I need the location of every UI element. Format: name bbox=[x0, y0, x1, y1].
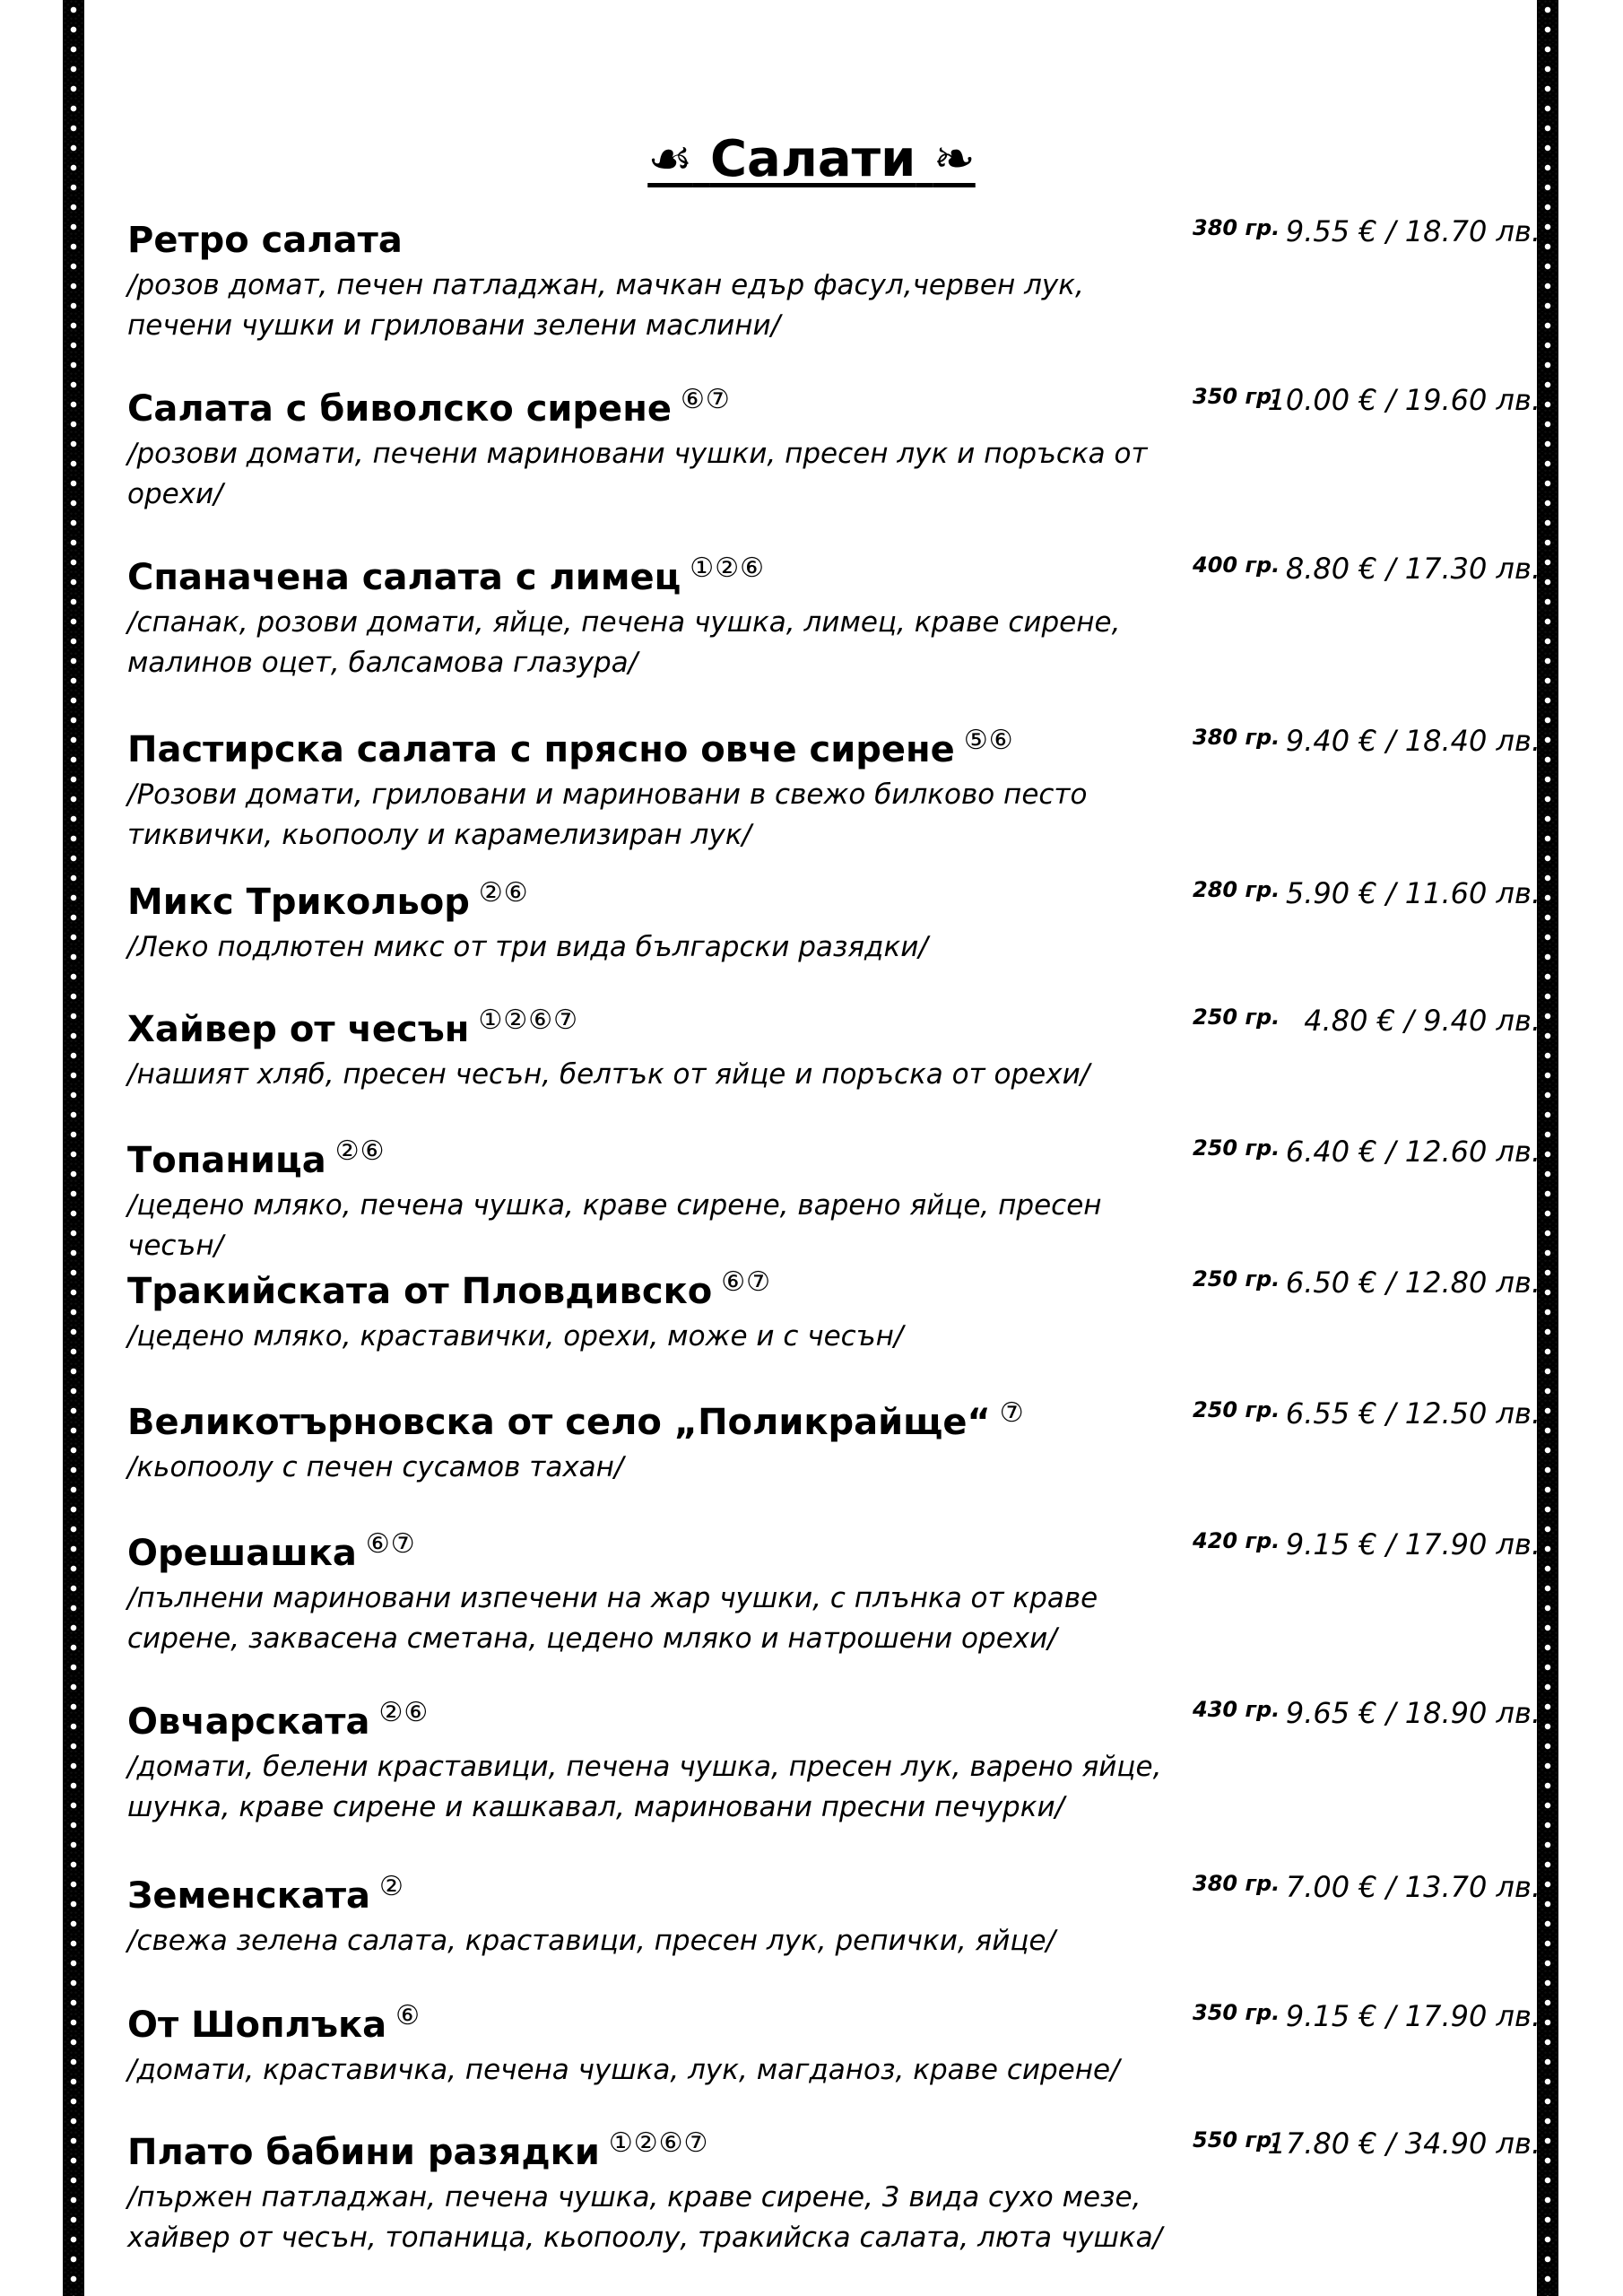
menu-item-description: /домати, белени краставици, печена чушка, пресен лук, варено яйце, шунка, краве сирене и кашкавал, мариновани пресни печурки/ bbox=[127, 1751, 1162, 1823]
title-ornament-right-icon: ❧ bbox=[933, 130, 976, 188]
menu-item-description: /свежа зелена салата, краставици, пресен лук, репички, яйце/ bbox=[127, 1925, 1055, 1957]
menu-item bbox=[127, 718, 1541, 856]
allergen-markers: ①②⑥⑦ bbox=[478, 1004, 579, 1036]
menu-item-price: 17.80 € / 34.90 лв. bbox=[1267, 2126, 1541, 2161]
menu-item-weight: 420 гр. bbox=[1193, 1528, 1280, 1553]
allergen-markers: ⑥⑦ bbox=[365, 1528, 416, 1560]
menu-item-description: /розов домат, печен патладжан, мачкан едър фасул,червен лук, печени чушки и гриловани зелени маслини/ bbox=[127, 269, 1084, 342]
menu-item bbox=[127, 545, 1541, 683]
allergen-markers: ②⑥ bbox=[334, 1135, 386, 1167]
allergen-markers: ② bbox=[379, 1871, 404, 1902]
menu-item-price: 8.80 € / 17.30 лв. bbox=[1285, 552, 1541, 586]
menu-item-price: 9.15 € / 17.90 лв. bbox=[1285, 1527, 1541, 1561]
menu-item-weight: 350 гр. bbox=[1193, 384, 1280, 409]
menu-item-description: /пълнени мариновани изпечени на жар чушки, с плънка от краве сирене, заквасена сметана, цедено мляко и натрошени орехи/ bbox=[127, 1582, 1098, 1655]
menu-item-price: 9.15 € / 17.90 лв. bbox=[1285, 1999, 1541, 2033]
menu-item-weight: 250 гр. bbox=[1193, 1135, 1280, 1161]
menu-item-price: 10.00 € / 19.60 лв. bbox=[1267, 383, 1541, 417]
menu-item-price: 9.55 € / 18.70 лв. bbox=[1285, 214, 1541, 248]
allergen-markers: ②⑥ bbox=[378, 1697, 430, 1728]
menu-item-price: 4.80 € / 9.40 лв. bbox=[1304, 1004, 1541, 1038]
menu-item-price: 6.55 € / 12.50 лв. bbox=[1285, 1396, 1541, 1431]
menu-item-weight: 350 гр. bbox=[1193, 2000, 1280, 2025]
menu-item-weight: 380 гр. bbox=[1193, 725, 1280, 750]
menu-item bbox=[127, 2120, 1541, 2258]
menu-item-title: Микс Трикольор bbox=[127, 882, 470, 923]
menu-item bbox=[127, 1993, 1541, 2091]
menu-item bbox=[127, 1690, 1541, 1828]
menu-item-description: /пържен патладжан, печена чушка, краве сирене, 3 вида сухо мезе, хайвер от чесън, топаница, кьопоолу, тракийска салата, люта чушка/ bbox=[127, 2181, 1163, 2254]
menu-item-title: Спаначена салата с лимец bbox=[127, 557, 681, 598]
allergen-markers: ②⑥ bbox=[478, 877, 529, 909]
menu-item-description: /кьопоолу с печен сусамов тахан/ bbox=[127, 1451, 624, 1483]
menu-item-title: Салата с биволско сирене bbox=[127, 388, 672, 430]
menu-item-price: 7.00 € / 13.70 лв. bbox=[1285, 1870, 1541, 1904]
allergen-markers: ⑥⑦ bbox=[680, 384, 731, 415]
decorative-border-left bbox=[63, 0, 84, 2296]
menu-item-description: /Леко подлютен микс от три вида български разядки/ bbox=[127, 931, 928, 963]
menu-item-weight: 250 гр. bbox=[1193, 1397, 1280, 1422]
title-ornament-left-icon: ☙ bbox=[647, 130, 693, 188]
allergen-markers: ⑦ bbox=[999, 1397, 1025, 1429]
menu-item-price: 9.40 € / 18.40 лв. bbox=[1285, 724, 1541, 758]
menu-item bbox=[127, 1864, 1541, 1961]
menu-item bbox=[127, 1128, 1541, 1266]
menu-item-price: 5.90 € / 11.60 лв. bbox=[1285, 876, 1541, 910]
menu-item-title: Пастирска салата с прясно овче сирене bbox=[127, 729, 955, 770]
menu-item-title: Овчарската bbox=[127, 1701, 370, 1743]
menu-item-weight: 380 гр. bbox=[1193, 1871, 1280, 1896]
allergen-markers: ①②⑥⑦ bbox=[608, 2127, 709, 2159]
menu-item-title: Ретро салата bbox=[127, 220, 403, 261]
menu-item-weight: 280 гр. bbox=[1193, 877, 1280, 902]
allergen-markers: ⑤⑥ bbox=[963, 725, 1014, 756]
page-title bbox=[0, 130, 1623, 188]
menu-item bbox=[127, 870, 1541, 968]
menu-item-title: Орешашка bbox=[127, 1533, 357, 1574]
allergen-markers: ⑥⑦ bbox=[721, 1266, 772, 1298]
menu-item-title: Хайвер от чесън bbox=[127, 1009, 470, 1050]
menu-item-weight: 400 гр. bbox=[1193, 552, 1280, 578]
allergen-markers: ①②⑥ bbox=[690, 552, 765, 584]
menu-item-description: /Розови домати, гриловани и мариновани в свежо билково песто тиквички, кьопоолу и карамелизиран лук/ bbox=[127, 778, 1088, 851]
menu-item-description: /спанак, розови домати, яйце, печена чушка, лимец, краве сирене, малинов оцет, балсамова глазура/ bbox=[127, 606, 1121, 679]
menu-item-title: Тракийската от Пловдивско bbox=[127, 1271, 713, 1312]
menu-item-description: /цедено мляко, печена чушка, краве сирене, варено яйце, пресен чесън/ bbox=[127, 1189, 1102, 1262]
menu-item-weight: 250 гр. bbox=[1193, 1266, 1280, 1292]
menu-item-weight: 550 гр. bbox=[1193, 2127, 1280, 2152]
allergen-markers: ⑥ bbox=[395, 2000, 421, 2031]
menu-item-title: Топаница bbox=[127, 1140, 326, 1181]
menu-item-weight: 380 гр. bbox=[1193, 215, 1280, 240]
menu-item-price: 6.50 € / 12.80 лв. bbox=[1285, 1265, 1541, 1300]
menu-item-title: Великотърновска от село „Поликрайще“ bbox=[127, 1402, 991, 1443]
menu-item-description: /нашият хляб, пресен чесън, белтък от яйце и поръска от орехи/ bbox=[127, 1058, 1090, 1091]
menu-item bbox=[127, 1390, 1541, 1488]
menu-item-price: 9.65 € / 18.90 лв. bbox=[1285, 1696, 1541, 1730]
menu-item-title: Плато бабини разядки bbox=[127, 2132, 600, 2173]
title-text: Салати bbox=[709, 130, 916, 188]
menu-item-price: 6.40 € / 12.60 лв. bbox=[1285, 1135, 1541, 1169]
menu-item bbox=[127, 208, 1541, 346]
menu-item-weight: 250 гр. bbox=[1193, 1004, 1280, 1030]
menu-item bbox=[127, 1259, 1541, 1357]
menu-item bbox=[127, 1521, 1541, 1659]
menu-item-description: /домати, краставичка, печена чушка, лук, магданоз, краве сирене/ bbox=[127, 2054, 1120, 2086]
menu-item-description: /розови домати, печени мариновани чушки, пресен лук и поръска от орехи/ bbox=[127, 438, 1148, 510]
menu-item bbox=[127, 997, 1541, 1095]
menu-item-title: Земенската bbox=[127, 1875, 371, 1917]
menu-item-description: /цедено мляко, краставички, орехи, може и с чесън/ bbox=[127, 1320, 904, 1352]
menu-item-title: От Шоплъка bbox=[127, 2005, 387, 2046]
menu-item-weight: 430 гр. bbox=[1193, 1697, 1280, 1722]
menu-item bbox=[127, 377, 1541, 515]
